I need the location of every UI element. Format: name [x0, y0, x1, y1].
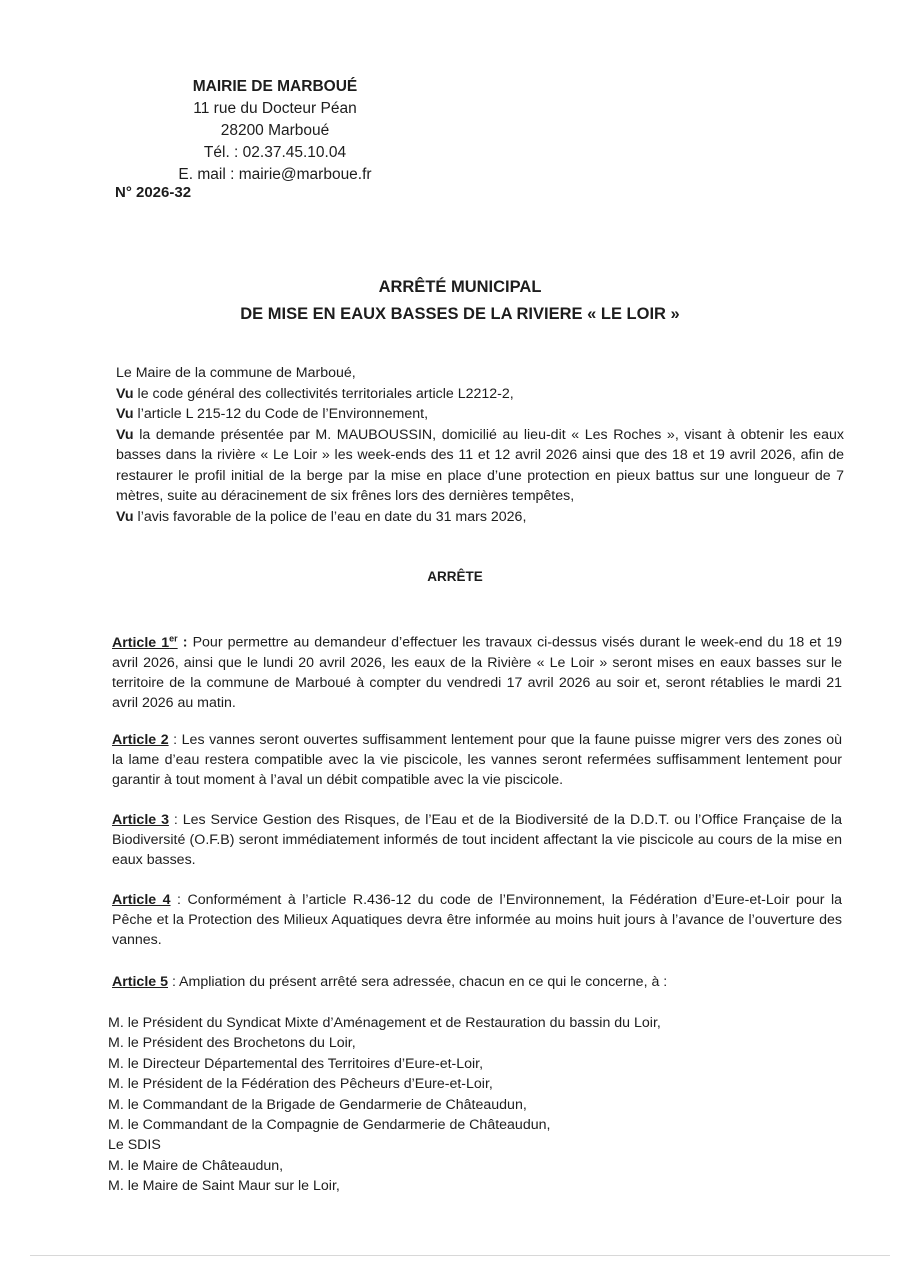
vu-keyword: Vu — [116, 508, 134, 525]
vu-text: l’article L 215-12 du Code de l’Environnement, — [133, 406, 429, 422]
letterhead — [150, 76, 400, 186]
article-3-text: : Les Service Gestion des Risques, de l’Eau et de la Biodiversité de la D.D.T. ou l’Office Française de la Biodiversité (O.F.B) seront immédiatement informés de tout incident affectant la vie piscicole au cours de la mise en eaux basses. — [112, 812, 842, 868]
arrete-heading: ARRÊTE — [427, 569, 483, 584]
vu-text: la demande présentée par M. MAUBOUSSIN, domicilié au lieu-dit « Les Roches », visant à obtenir les eaux basses dans la rivière « Le Loir » les week-ends des 11 et 12 avril 2026 ainsi que des 18 et 19 avril 2026, afin de restaurer le profil initial de la berge par la mise en place d’une protection en pieux battus sur une longueur de 7 mètres, suite au déracinement de six frênes lors des dernières tempêtes, — [116, 426, 844, 504]
vu-clause — [116, 404, 844, 425]
decree-title — [150, 274, 770, 328]
vu-keyword: Vu — [116, 385, 134, 402]
article-3-label: Article 3 — [112, 812, 169, 828]
decree-number: N° 2026-32 — [115, 184, 192, 201]
article-1 — [112, 628, 842, 713]
article-label — [112, 635, 178, 651]
vu-keyword: Vu — [116, 406, 134, 422]
vu-text: l’avis favorable de la police de l’eau en date du 31 mars 2026, — [133, 508, 527, 525]
list-item: M. le Maire de Châteaudun, — [108, 1157, 284, 1174]
vu-text: le code général des collectivités territoriales article L2212-2, — [133, 385, 514, 402]
article-5-label: Article 5 — [112, 974, 168, 990]
list-item: M. le Président du Syndicat Mixte d’Aménagement et de Restauration du bassin du Loir, — [108, 1015, 661, 1031]
list-item: M. le Président de la Fédération des Pêcheurs d’Eure-et-Loir, — [108, 1076, 493, 1093]
mairie-address: 11 rue du Docteur Péan — [193, 100, 357, 117]
list-item: Le SDIS — [108, 1137, 161, 1154]
article-1-text: Pour permettre au demandeur d’effectuer les travaux ci-dessus visés durant le week-end du 18 et 19 avril 2026, ainsi que le lundi 20 avril 2026, les eaux de la Rivière « Le Loir » seront mises en eaux basses sur le territoire de la commune de Marboué à compter du vendredi 17 avril 2026 au soir et, seront rétablies le mardi 21 avril 2026 au matin. — [112, 634, 842, 711]
list-item: M. le Commandant de la Compagnie de Gendarmerie de Châteaudun, — [108, 1117, 551, 1134]
title-line-2: DE MISE EN EAUX BASSES DE LA RIVIERE « LE LOIR » — [240, 305, 680, 323]
recipient-list — [108, 1013, 661, 1197]
vu-keyword: Vu — [116, 426, 134, 443]
vu-clause — [116, 507, 844, 528]
article-2-text: : Les vannes seront ouvertes suffisamment lentement pour que la faune puisse migrer vers des zones où la lame d’eau restera compatible avec la vie piscicole, les vannes seront refermées suffisamment lentement pour garantir à tout moment à l’aval un débit compatible avec la vie piscicole. — [112, 732, 842, 788]
article-1-label: Article 1 — [112, 634, 170, 651]
article-2-label: Article 2 — [112, 732, 169, 748]
article-4-label: Article 4 — [112, 892, 171, 908]
preamble-intro: Le Maire de la commune de Marboué, — [116, 365, 356, 381]
title-line-1: ARRÊTÉ MUNICIPAL — [378, 278, 542, 296]
article-2 — [112, 730, 842, 790]
mairie-name: MAIRIE DE MARBOUÉ — [192, 78, 358, 95]
mairie-email: E. mail : mairie@marboue.fr — [178, 166, 372, 183]
article-1-colon: : — [177, 634, 188, 651]
list-item: M. le Directeur Départemental des Territoires d’Eure-et-Loir, — [108, 1055, 484, 1072]
article-1-sup: er — [169, 633, 178, 643]
list-item: M. le Commandant de la Brigade de Gendarmerie de Châteaudun, — [108, 1096, 527, 1113]
preamble — [116, 363, 844, 527]
list-item: M. le Maire de Saint Maur sur le Loir, — [108, 1178, 340, 1195]
vu-clause — [116, 384, 844, 405]
article-3 — [112, 810, 842, 870]
mairie-city: 28200 Marboué — [220, 122, 330, 139]
article-4 — [112, 890, 842, 950]
article-5 — [112, 972, 842, 992]
list-item: M. le Président des Brochetons du Loir, — [108, 1035, 356, 1052]
vu-clause — [116, 425, 844, 507]
article-5-text: : Ampliation du présent arrêté sera adressée, chacun en ce qui le concerne, à : — [168, 974, 668, 990]
article-4-text: : Conformément à l’article R.436-12 du code de l’Environnement, la Fédération d’Eure-et-Loir pour la Pêche et la Protection des Milieux Aquatiques devra être informée au moins huit jours à l’avance de l’ouverture des vannes. — [112, 892, 842, 948]
page-bottom-divider — [30, 1255, 890, 1256]
mairie-phone: Tél. : 02.37.45.10.04 — [203, 144, 347, 161]
